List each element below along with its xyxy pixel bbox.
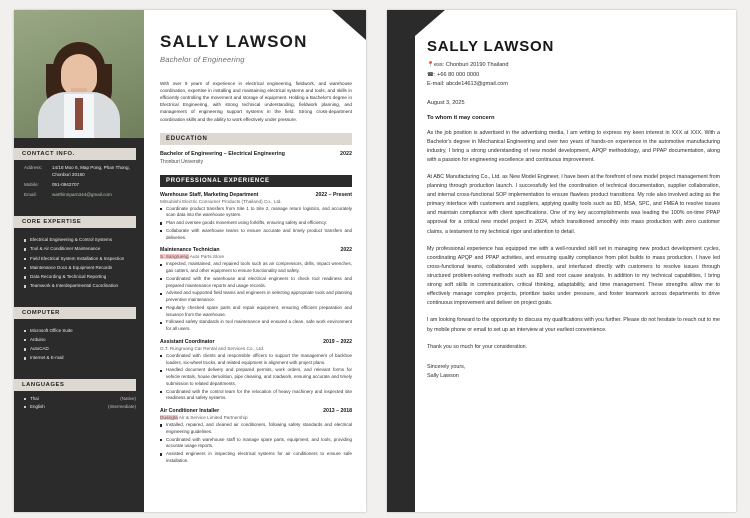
letter-closing: Sincerely yours, (427, 363, 466, 370)
contact-section (14, 160, 144, 206)
list-item: Coordinated with the control team for the relocation of heavy machinery and inspected site readiness and safety systems. (160, 389, 352, 403)
list-item: Plan and oversee goods movement using forklifts, ensuring safety and efficiency. (160, 220, 352, 227)
letter-salutation: To whom it may concern (427, 114, 495, 121)
job-company-highlight: Duangta (160, 415, 178, 421)
list-item: Internet & E-mail (24, 355, 136, 362)
job-company: G.T. Rungruang Car Rental and Services Co., Ltd. (160, 345, 265, 351)
contact-address-value: 14/18 Moo 6, Map Pong, Phan Thong, Chonburi 20160 (52, 165, 130, 177)
language-level: (Native) (120, 395, 136, 401)
list-item: Field Electrical System Installation & Inspection (24, 256, 136, 263)
list-item: Tool & Air Conditioner Maintenance (24, 246, 136, 253)
list-item: Coordinated with warehouse staff to manage spare parts, equipment, and tools, providing accurate usage reports. (160, 437, 352, 451)
resume-document (14, 10, 366, 512)
list-item: Teamwork & Interdepartmental Coordination (24, 283, 136, 290)
letter-phone-line (427, 71, 720, 81)
list-item: Coordinated with clients and responsible officers to support the management of backhoe loaders, six-wheel trucks, and related equipment in alignment with project plans. (160, 353, 352, 367)
education-year: 2022 (340, 150, 352, 157)
experience-item (160, 339, 352, 402)
job-date: 2022 – Present (315, 191, 352, 198)
list-item: Handled document delivery and prepared permits, work orders, and relevant forms for vehicle rentals, house demolition, pipe cleaning, and roadwork, ensuring accurate and timely submission to related departments. (160, 367, 352, 387)
languages-section (14, 391, 144, 416)
contact-email-label: Email: (24, 191, 37, 197)
job-date: 2022 (340, 247, 352, 254)
core-expertise-heading: CORE EXPERTISE (14, 216, 136, 228)
cover-letter-document (387, 10, 736, 512)
job-title: Assistant Coordinator (160, 338, 215, 345)
language-level: (Intermediate) (107, 403, 136, 409)
job-company (160, 254, 352, 259)
education-heading: EDUCATION (160, 133, 352, 145)
languages-heading: LANGUAGES (14, 379, 136, 391)
list-item: Collaborate with warehouse teams to ensure accurate and timely product transfers and deliveries. (160, 228, 352, 242)
list-item: AutoCAD (24, 346, 136, 353)
list-item: Data Recording & Technical Reporting (24, 274, 136, 281)
letter-contact-block (427, 61, 720, 90)
job-date: 2019 – 2022 (323, 338, 352, 345)
letter-paragraph: I am looking forward to the opportunity to discuss my qualifications with you further. Please do not hesitate to reach out to me by mobile phone or email to set up an interview at your earliest convenience. (427, 317, 720, 333)
letter-signature-block (427, 363, 720, 381)
letter-email-line (427, 80, 720, 90)
list-item: Maintenance Docs & Equipment Records (24, 265, 136, 272)
contact-mobile-value: 051-0942707 (52, 181, 80, 187)
education-degree: Bachelor of Engineering – Electrical Engineering (160, 150, 285, 157)
letter-email[interactable]: E-mail: abcde14613@gmail.com (427, 81, 508, 87)
location-pin-icon: 📍 (427, 62, 434, 68)
letter-side-band (387, 10, 415, 512)
resume-role: Bachelor of Engineering (160, 55, 245, 64)
job-title: Warehouse Staff, Marketing Department (160, 191, 259, 198)
letter-paragraph: My professional experience has equipped me with a well-rounded skill set in managing new product development cycles, coordinating APQP and PPAP activities, and ensuring quality compliance from pilot builds to mass production. I have led cross-functional teams, collaborated with suppliers, and interfaced directly with customers to resolve issues through structured problem-solving methods such as 8D and root cause analysis. In addition to my technical capabilities, I bring strong soft skills in communication, critical thinking, adaptability, and time management. These strengths allow me to effectively manage complex projects, prioritize tasks under pressure, and foster teamwork across departments to drive continuous improvement and deliver on project goals. (427, 245, 720, 307)
list-item: Regularly checked spare parts and repair equipment, ensuring efficient preparation and issuance from the warehouse. (160, 305, 352, 319)
letter-address-line (427, 61, 720, 71)
letter-address: ess: Chonburi 20190 Thailand (434, 62, 509, 68)
list-item: Installed, repaired, and cleaned air conditioners, following safety standards and electrical engineering guidelines. (160, 422, 352, 436)
letter-signature-name: Sally Lawson (427, 372, 459, 379)
contact-address-label: Address: (24, 165, 43, 170)
contact-heading: CONTACT INFO. (14, 148, 136, 160)
cover-letter-panel (375, 0, 750, 518)
contact-email-value[interactable]: warthinnparn344@gmail.com (52, 191, 112, 197)
resume-summary: With over 9 years of experience in electrical engineering, fieldwork, and warehouse coordination, expertise in installing and maintaining electrical systems and tools, and skills in efficiently controlling the movement and storage of equipment. Holding a Bachelor's degree in Electrical Engineering, with strong technical understanding, fieldwork planning, and management of engineering support systems in the field. Strong cross-department coordination skills and the ability to work effectively under pressure. (160, 81, 352, 122)
resume-sidebar (14, 10, 144, 512)
experience-item (160, 408, 352, 465)
core-expertise-section (14, 228, 144, 297)
language-name: English (30, 403, 45, 409)
list-item: Coordinate product transfers from Site 1 to Site 2, manage return logistics, and accurately scan data into the warehouse system. (160, 206, 352, 220)
letter-name: SALLY LAWSON (427, 38, 555, 55)
list-item (24, 396, 136, 401)
list-item: Advised and supported field teams and engineers in selecting appropriate tools and planning preventive maintenance. (160, 290, 352, 304)
experience-heading: PROFESSIONAL EXPERIENCE (160, 175, 352, 187)
letter-phone: : +66 80 000 0000 (434, 71, 480, 78)
contact-row-mobile (24, 182, 136, 189)
job-title: Maintenance Technician (160, 247, 220, 254)
page-title: SALLY LAWSON (160, 32, 308, 51)
list-item (24, 404, 136, 409)
education-school: Thonburi University (160, 158, 204, 165)
language-name: Thai (30, 395, 39, 401)
list-item: Microsoft Office Suite (24, 328, 136, 335)
contact-mobile-label: Mobile: (24, 181, 39, 187)
list-item: Followed safety standards in tool maintenance and ensured a clean, safe work environment for all users. (160, 319, 352, 333)
letter-paragraph: Thank you so much for your consideration. (427, 343, 528, 350)
list-item: Inspected, maintained, and repaired tools such as air compressors, drills, impact wrenches, gas cutters, and other equipment to ensure functionality and safety. (160, 261, 352, 275)
list-item: Electrical Engineering & Control Systems (24, 237, 136, 244)
letter-date: August 3, 2025 (427, 99, 465, 106)
computer-section (14, 319, 144, 369)
education-section (160, 151, 352, 165)
list-item: Coordinated with the warehouse and electrical engineers to check tool readiness and prepared maintenance reports and usage records. (160, 276, 352, 290)
computer-heading: COMPUTER (14, 307, 136, 319)
phone-icon: ☎ (427, 71, 434, 78)
job-company-highlight: S. Sangrueng (160, 254, 189, 260)
list-item: Assisted engineers in inspecting electrical systems for air conditioners to ensure safe installation. (160, 451, 352, 465)
contact-row-email (24, 192, 136, 199)
profile-photo (14, 10, 144, 138)
experience-section (160, 192, 352, 465)
job-company: Mitsubishi Electric Consumer Products (Thailand) Co., Ltd. (160, 198, 282, 204)
job-company (160, 415, 352, 420)
job-title: Air Conditioner Installer (160, 408, 220, 415)
job-company-rest: Auto Parts Store (189, 254, 225, 260)
contact-row-address (24, 165, 136, 178)
resume-main (144, 10, 366, 512)
letter-paragraph: As the job position is advertised in the advertising media, I am writing to express my keen interest in XXX at XXX. With a Bachelor's degree in Mechanical Engineering and over two years of hands-on experience in the automotive manufacturing industry, I bring a strong understanding of new model development, APQP methodology, and PPAP documentation, along with a passion for engineering excellence and continuous improvement. (427, 129, 720, 163)
list-item: Arduino (24, 337, 136, 344)
experience-item (160, 192, 352, 242)
job-company-rest: Air & Service Limited Partnership (178, 415, 248, 421)
job-date: 2013 – 2018 (323, 408, 352, 415)
experience-item (160, 247, 352, 333)
letter-paragraph: At ABC Manufacturing Co., Ltd. as New Model Engineer, I have been at the forefront of new model project management from planning through production launch. I successfully led the coordination of technical documentation, supplier collaboration, and internal cross-functional SOP implementation to ensure flawless product transitions. My role also involved acting as the primary interface with customers and suppliers, applying quality tools such as 8D, MSA, SPC, and FMEA to resolve issues and maintain compliance with client specifications. One of my key accomplishments was leading the 100% on-time PPAP approval for a critical new model project in 2024, which transitioned smoothly into mass production with zero customer claims, a testament to my technical rigor and attention to detail. (427, 173, 720, 235)
corner-accent (332, 10, 366, 40)
letter-content (427, 10, 720, 512)
